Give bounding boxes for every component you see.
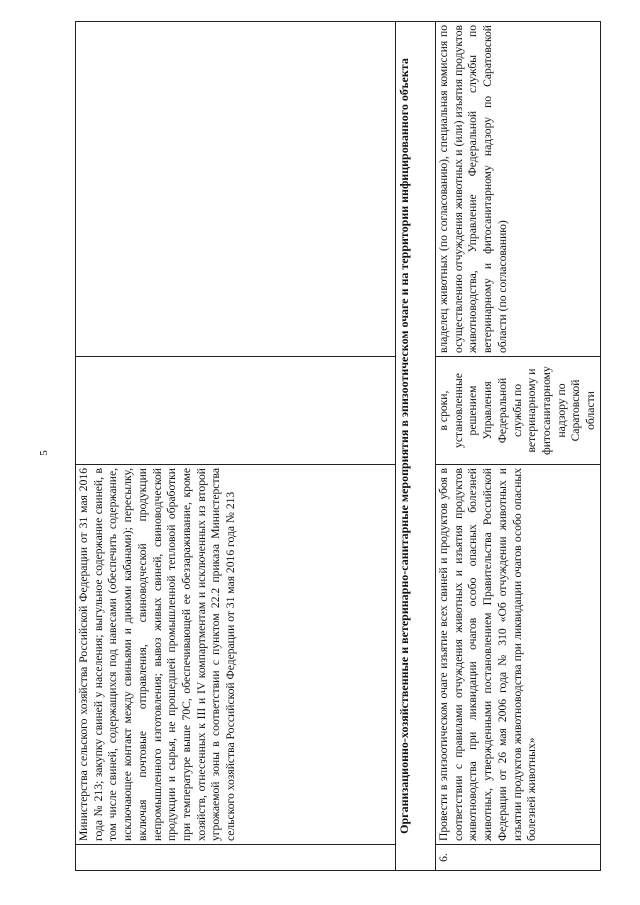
table-row (76, 22, 396, 871)
table-row (436, 22, 601, 871)
row-number-cell: 6. (436, 845, 601, 871)
page-number: 5 (37, 450, 50, 456)
responsible-cell (76, 22, 396, 357)
measures-table (75, 21, 601, 871)
section-header-row (396, 22, 436, 871)
measure-cell: Министерства сельского хозяйства Российской Федерации от 31 мая 2016 года № 213; закупку свиней у населения; выгульное содержание свиней, в том числе свиней, содержащихся под навесами (обеспечить содержание, исключающее контакт между свиньями и дикими кабанами); пересылку, включая почтовые отправления, свиноводческой продукции непромышленного изготовления; вывоз живых свиней, свиноводческой продукции и сырья, не прошедшей промышленной тепловой обработки при температуре выше 70С, обеспечивающей ее обеззараживание, кроме хозяйств, отнесенных к III и IV компартментам и исключенных из второй угрожаемой зоны в соответствии с пунктом 22.2 приказа Министерства сельского хозяйства Российской Федерации от 31 мая 2016 года № 213 (76, 465, 396, 845)
row-number-cell (76, 845, 396, 871)
term-cell: в сроки, установленные решением Управления Федеральной службы по ветеринарному и фитосанитарному надзору по Саратовской области (436, 357, 601, 465)
measure-cell: Провести в эпизоотическом очаге изъятие всех свиней и продуктов убоя в соответствии с правилами отчуждения животных и изъятия продуктов животноводства при ликвидации очагов особо опасных болезней животных, утвержденными постановлением Правительства Российской Федерации от 26 мая 2006 года № 310 «Об отчуждении животных и изъятии продуктов животноводства при ликвидации очагов особо опасных болезней животных» (436, 465, 601, 845)
responsible-cell: владелец животных (по согласованию), специальная комиссия по осуществлению отчуждения животных и (или) изъятия продуктов животноводства, Управление Федеральной службы по ветеринарному и фитосанитарному надзору по Саратовской области (по согласованию) (436, 22, 601, 357)
section-title: Организационно-хозяйственные и ветеринарно-санитарные мероприятия в эпизоотическом очаге и на территории инфицированного объекта (396, 22, 436, 871)
rotated-document-sheet (75, 21, 598, 871)
term-cell (76, 357, 396, 465)
